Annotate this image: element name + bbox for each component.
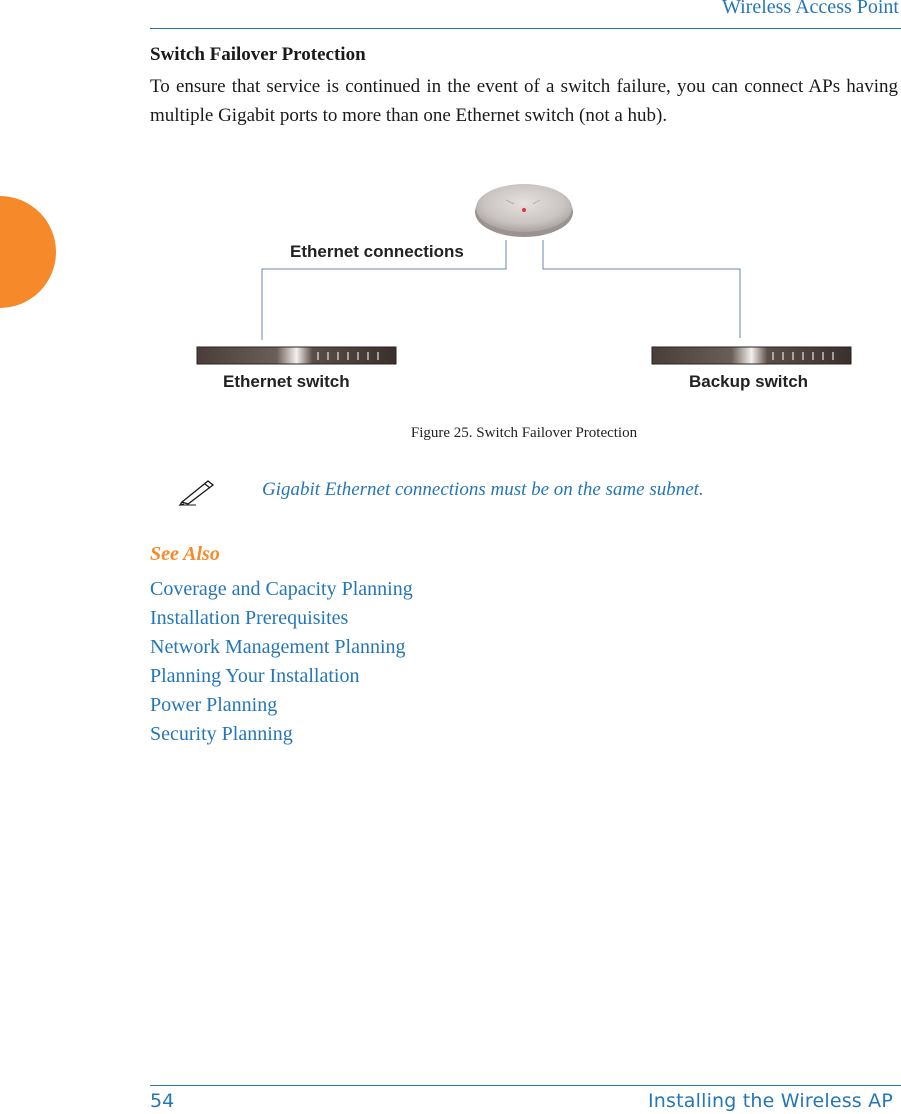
page-number: 54 (150, 1090, 175, 1112)
link-power-planning[interactable]: Power Planning (150, 694, 278, 716)
ethernet-switch-icon (197, 347, 396, 364)
section-title: Switch Failover Protection (150, 44, 366, 65)
access-point-icon (475, 184, 573, 237)
link-installation-prerequisites[interactable]: Installation Prerequisites (150, 607, 349, 629)
link-network-management-planning[interactable]: Network Management Planning (150, 636, 406, 658)
see-also-heading: See Also (150, 543, 220, 565)
body-paragraph: To ensure that service is continued in the event of a switch failure, you can connect APs having multiple Gigabit ports to more than one Ethernet switch (not a hub). (150, 76, 898, 126)
figure-caption: Figure 25. Switch Failover Protection (410, 425, 638, 441)
footer-chapter-title: Installing the Wireless AP (647, 1090, 893, 1112)
note-text: Gigabit Ethernet connections must be on the same subnet. (262, 479, 704, 500)
link-security-planning[interactable]: Security Planning (150, 723, 293, 745)
switch-failover-diagram (0, 170, 901, 410)
footer-rule (150, 1085, 901, 1086)
link-coverage-capacity-planning[interactable]: Coverage and Capacity Planning (150, 578, 413, 600)
running-header-title: Wireless Access Point (722, 0, 899, 18)
see-also-link-list (150, 575, 413, 749)
header-rule (150, 28, 901, 29)
backup-switch-icon (652, 347, 851, 364)
note-pencil-icon (178, 476, 218, 506)
label-ethernet-switch: Ethernet switch (223, 372, 350, 391)
link-planning-your-installation[interactable]: Planning Your Installation (150, 665, 360, 687)
label-ethernet-connections: Ethernet connections (290, 242, 464, 261)
label-backup-switch: Backup switch (689, 372, 809, 391)
